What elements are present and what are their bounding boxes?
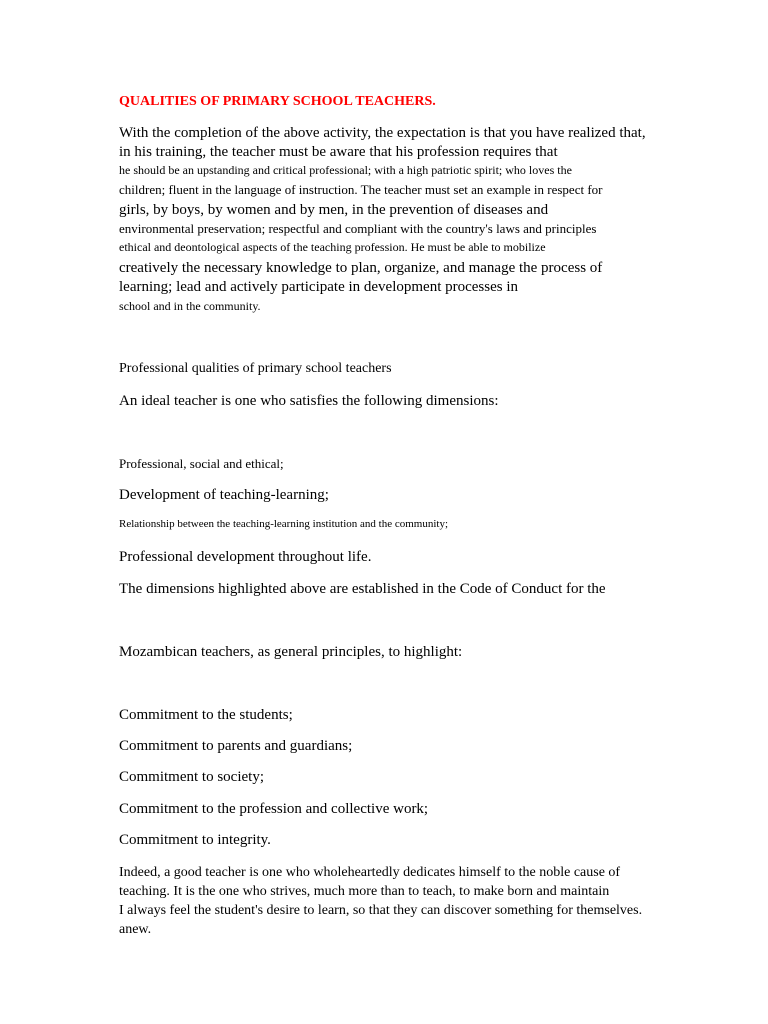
list-item: Professional, social and ethical;	[119, 456, 284, 471]
intro-line: With the completion of the above activity, the expectation is that you have realized that,	[119, 125, 646, 141]
intro-line: in his training, the teacher must be aware that his profession requires that	[119, 144, 558, 160]
closing-line: teaching. It is the one who strives, much more than to teach, to make born and maintain	[119, 884, 610, 899]
list-item: Commitment to integrity.	[119, 832, 271, 848]
intro-line: creatively the necessary knowledge to plan, organize, and manage the process of	[119, 260, 603, 276]
section-heading: Professional qualities of primary school teachers	[119, 361, 392, 376]
code-of-conduct-line: The dimensions highlighted above are established in the Code of Conduct for the	[119, 581, 606, 597]
list-item: Commitment to society;	[119, 769, 264, 785]
list-item: Commitment to parents and guardians;	[119, 738, 353, 754]
intro-line: ethical and deontological aspects of the teaching profession. He must be able to mobilize	[119, 240, 546, 254]
closing-line: Indeed, a good teacher is one who wholeheartedly dedicates himself to the noble cause of	[119, 865, 621, 880]
list-item: Commitment to the students;	[119, 707, 293, 723]
intro-line: learning; lead and actively participate in development processes in	[119, 279, 519, 295]
ideal-teacher-line: An ideal teacher is one who satisfies the following dimensions:	[119, 393, 499, 409]
list-item: Commitment to the profession and collective work;	[119, 801, 429, 817]
document-title: QUALITIES OF PRIMARY SCHOOL TEACHERS.	[119, 94, 436, 109]
closing-line: anew.	[119, 922, 152, 937]
intro-line: environmental preservation; respectful and compliant with the country's laws and principles	[119, 221, 597, 236]
list-item: Development of teaching-learning;	[119, 487, 329, 503]
intro-line: he should be an upstanding and critical professional; with a high patriotic spirit; who loves the	[119, 163, 572, 177]
intro-line: girls, by boys, by women and by men, in the prevention of diseases and	[119, 202, 549, 218]
list-item: Professional development throughout life.	[119, 549, 372, 565]
list-item: Relationship between the teaching-learning institution and the community;	[119, 518, 449, 530]
intro-line: children; fluent in the language of instruction. The teacher must set an example in respect for	[119, 182, 603, 197]
code-of-conduct-line: Mozambican teachers, as general principles, to highlight:	[119, 644, 463, 660]
closing-line: I always feel the student's desire to learn, so that they can discover something for themselves.	[119, 903, 643, 918]
intro-line: school and in the community.	[119, 299, 261, 313]
